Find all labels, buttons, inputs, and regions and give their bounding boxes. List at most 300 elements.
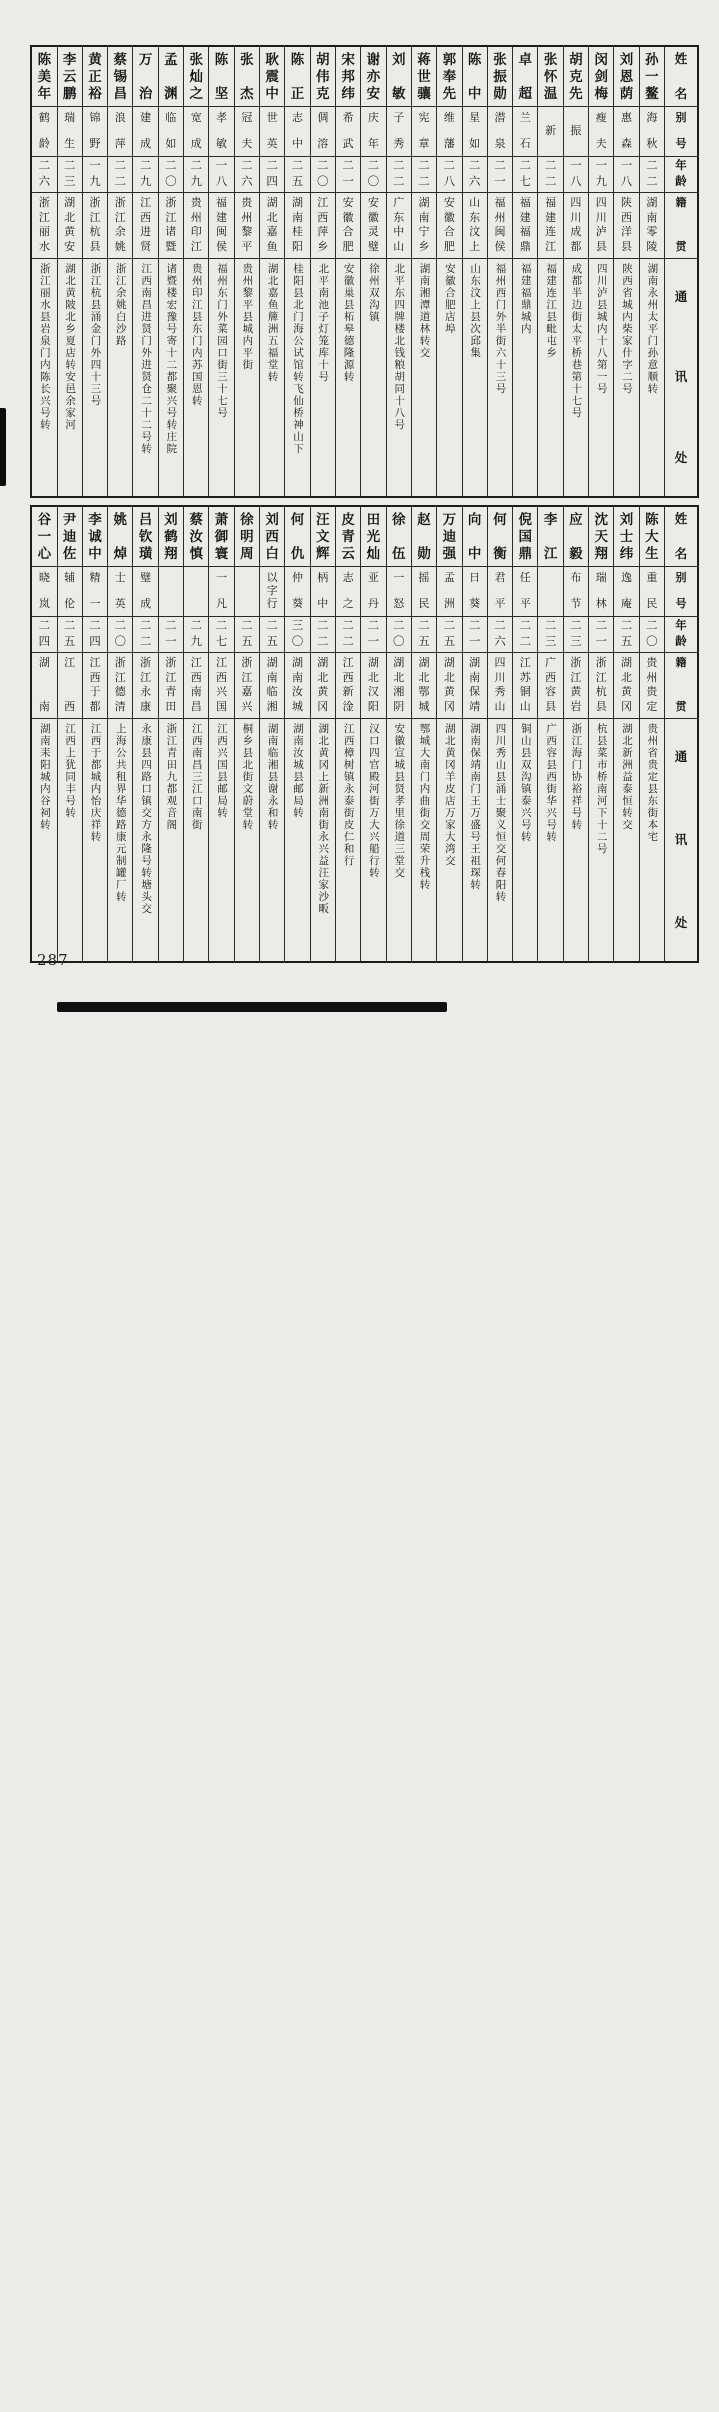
glyph: 秋 [646,138,658,150]
glyph: 灿 [189,68,203,84]
glyph: 鼎 [519,240,531,253]
person-age [437,617,461,653]
address-text: 湖南永州太平门孙意顺转 [646,263,658,395]
glyph: 州 [190,211,202,224]
glyph: 县 [545,700,557,713]
glyph: 贯 [675,241,687,253]
person-address [209,259,233,496]
person-address [640,719,664,961]
person-name [285,47,309,107]
person-column [208,47,233,496]
address-text: 湖北新洲益泰恒转交 [621,723,633,831]
glyph: 四 [494,657,506,669]
glyph: 五 [620,635,633,648]
person-column [234,47,259,496]
person-alias [614,567,638,617]
header-column [664,47,697,496]
person-alias [235,107,259,157]
person-address [412,719,436,961]
glyph: 平 [494,598,506,610]
address-text: 江西于都城内怡庆祥转 [89,723,101,843]
glyph: 六 [468,175,481,188]
person-alias [184,567,208,617]
glyph: 天 [594,528,608,544]
address-text: 福建福鼎城内 [519,263,531,335]
glyph: 何 [493,512,507,527]
glyph: 迪 [62,528,77,544]
glyph: 田 [165,700,177,713]
glyph: 福 [216,197,228,209]
address-text: 浙江青田九都观音阁 [165,723,177,831]
person-alias [58,567,82,617]
person-name [513,507,537,567]
glyph: 陈 [290,52,305,67]
glyph: 号 [675,598,687,610]
glyph: 治 [138,85,153,101]
person-native-place [108,653,132,719]
glyph: 黄 [621,686,633,699]
address-text: 湖南汝城县邮局转 [291,723,303,819]
address-text: 湖北嘉鱼簰洲五福堂转 [266,263,278,383]
glyph: 二 [342,620,354,632]
person-alias [589,107,613,157]
person-name [336,47,360,107]
glyph: 赵 [417,512,431,527]
person-alias [159,107,183,157]
glyph: 如 [469,138,481,150]
glyph: 葵 [291,598,303,610]
glyph: 县 [89,240,101,253]
person-alias [640,107,664,157]
glyph: 一 [367,635,380,648]
glyph: 别 [675,112,687,124]
person-native-place [463,653,487,719]
glyph: 星 [469,112,481,124]
glyph: 贵 [241,197,253,209]
glyph: 湖 [317,657,329,669]
person-column [132,507,157,961]
glyph: 三 [570,635,582,648]
glyph: 南 [266,671,278,684]
person-name [640,47,664,107]
glyph: 姚 [113,512,128,527]
person-address [463,719,487,961]
glyph: 西 [140,211,152,224]
glyph: 陕 [621,197,633,209]
person-address [260,259,284,496]
person-name [108,47,132,107]
person-address [133,719,157,961]
glyph: 田 [366,512,381,527]
glyph: 四 [595,197,607,209]
glyph: 龄 [38,138,50,150]
person-name [513,47,537,107]
person-age [235,617,259,653]
glyph: 四 [266,175,278,188]
glyph: 二 [418,620,430,632]
page-number: 287 [37,951,69,969]
glyph: 湖 [393,657,405,669]
scan-artifact-bottom-bar [57,1002,447,1012]
glyph: 奉 [442,68,457,84]
glyph: 〇 [114,635,127,648]
person-name [412,47,436,107]
glyph: 张 [493,52,507,67]
address-text: 湖南湘潭道林转交 [418,263,430,359]
person-column [639,47,664,496]
header-alias [665,107,697,157]
glyph: 云 [341,545,355,561]
person-column [360,47,385,496]
person-age [58,157,82,193]
glyph: 冈 [621,700,633,713]
person-name [260,507,284,567]
glyph: 武 [342,138,354,150]
glyph: 衡 [493,545,507,561]
person-alias [463,107,487,157]
person-alias [108,107,132,157]
glyph: 〇 [367,175,380,188]
glyph: 周 [240,545,254,561]
person-age [640,617,664,653]
glyph: 渊 [164,85,178,101]
glyph: 徽 [443,211,455,224]
person-native-place [83,193,107,259]
person-column [639,507,664,961]
glyph: 东 [393,211,405,224]
glyph: 西 [64,701,76,713]
glyph: 李 [88,512,102,527]
glyph: 震 [265,68,279,84]
address-text: 杭县菜市桥南河下十二号 [595,723,607,855]
glyph: 九 [595,175,607,188]
person-alias [538,107,562,157]
glyph: 四 [38,635,51,648]
person-alias [412,567,436,617]
glyph: 以 [266,572,278,584]
glyph: 国 [216,700,228,713]
glyph: 二 [544,175,557,188]
glyph: 汉 [367,686,379,699]
address-text: 安徽合肥店埠 [443,263,455,335]
glyph: 民 [418,598,430,610]
person-native-place [640,193,664,259]
glyph: 新 [342,686,354,699]
glyph: 夫 [241,138,253,150]
address-text: 福州东门外菜园口街三十七号 [216,263,228,419]
person-address [209,719,233,961]
glyph: 浙 [114,657,126,669]
person-name [311,507,335,567]
glyph: 二 [89,620,101,632]
glyph: 璧 [140,572,152,584]
glyph: 九 [190,175,202,188]
glyph: 二 [317,620,329,632]
person-age [336,617,360,653]
person-column [284,47,309,496]
glyph: 江 [545,240,557,253]
glyph: 谷 [37,512,52,527]
glyph: 二 [215,620,228,632]
glyph: 二 [190,620,202,632]
glyph: 胡 [316,52,330,67]
glyph: 亚 [367,572,379,584]
glyph: 正 [88,68,102,84]
glyph: 二 [190,160,202,172]
person-alias [58,107,82,157]
person-name [564,507,588,567]
glyph: 八 [570,175,582,188]
glyph: 城 [291,700,303,713]
person-age [83,617,107,653]
glyph: 先 [442,85,457,101]
glyph: 翔 [594,545,608,561]
person-name [260,47,284,107]
header-age [665,617,697,653]
glyph: 汶 [469,226,481,239]
glyph: 浙 [114,197,126,209]
person-age [564,157,588,193]
glyph: 刘 [619,52,634,67]
person-column [487,507,512,961]
glyph: 蒋 [417,52,431,67]
glyph: 年 [675,160,687,172]
glyph: 溶 [317,138,329,150]
person-native-place [32,193,56,259]
glyph: 一 [165,635,177,648]
glyph: 焯 [113,545,128,561]
glyph: 七 [519,175,532,188]
glyph: 冠 [241,112,253,124]
glyph: 辅 [64,572,76,584]
glyph: 五 [241,635,253,648]
glyph: 鱼 [266,240,278,253]
glyph: 一 [216,572,228,584]
glyph: 二 [418,175,430,188]
glyph: 宪 [418,112,430,124]
glyph: 南 [38,701,50,713]
glyph: 湘 [393,686,405,699]
address-text: 安徽宣城县贤孝里徐道三堂交 [393,723,405,879]
glyph: 李 [62,52,77,67]
person-alias [32,567,56,617]
glyph: 安 [443,197,455,209]
person-address [260,719,284,961]
glyph: 向 [467,512,482,527]
glyph: 灿 [366,545,381,561]
glyph: 湘 [266,700,278,713]
glyph: 平 [519,598,531,610]
glyph: 江 [89,211,101,224]
person-native-place [184,653,208,719]
glyph: 荫 [619,85,634,101]
glyph: 萍 [317,226,329,239]
glyph: 海 [646,112,658,124]
glyph: 大 [645,528,659,544]
glyph: 纬 [619,545,634,561]
glyph: 西 [216,671,228,684]
glyph: 勋 [493,85,507,101]
address-text: 江西南昌进贤门外进贤仓二十二号转 [140,263,152,455]
address-text: 徐州双沟镇 [367,263,379,323]
glyph: 昌 [113,85,128,101]
glyph: 阳 [367,700,379,713]
glyph: 成 [190,138,202,150]
glyph: 江 [38,211,50,224]
glyph: 维 [443,112,455,124]
glyph: 锦 [89,112,101,124]
person-alias [32,107,56,157]
person-alias [437,107,461,157]
glyph: 南 [190,686,202,699]
person-column [158,47,183,496]
glyph: 靖 [469,700,481,713]
person-alias [437,567,461,617]
glyph: 侯 [494,240,506,253]
glyph: 志 [342,572,354,584]
person-native-place [58,653,82,719]
person-native-place [463,193,487,259]
glyph: 慎 [189,545,203,561]
glyph: 诚 [88,528,102,544]
person-native-place [538,193,562,259]
glyph: 二 [519,160,532,172]
person-native-place [538,653,562,719]
glyph: 敏 [391,85,406,101]
person-column [386,507,411,961]
person-name [564,47,588,107]
glyph: 八 [443,175,456,188]
person-age [285,617,309,653]
person-native-place [513,653,537,719]
glyph: 布 [570,572,582,584]
glyph: 南 [646,211,658,224]
glyph: 江 [140,197,152,209]
glyph: 南 [291,671,303,684]
glyph: 中 [393,226,405,239]
glyph: 二 [38,160,51,172]
person-name [589,47,613,107]
glyph: 杭 [89,226,101,239]
glyph: 二 [114,160,127,172]
glyph: 黄 [443,686,455,699]
person-address [108,259,132,496]
person-alias [83,567,107,617]
person-name [235,507,259,567]
person-native-place [513,193,537,259]
glyph: 浙 [89,197,101,209]
glyph: 北 [443,671,455,684]
person-native-place [133,653,157,719]
address-text: 汉口四官殿河街万大兴船行转 [367,723,379,879]
glyph: 孟 [164,52,178,67]
person-name [640,507,664,567]
person-address [513,719,537,961]
glyph: 康 [140,700,152,713]
glyph: 二 [139,620,152,632]
glyph: 淦 [342,700,354,713]
glyph: 建 [216,211,228,224]
glyph: 建 [545,211,557,224]
glyph: 湖 [38,657,50,669]
person-age [235,157,259,193]
person-alias [209,567,233,617]
person-native-place [32,653,56,719]
glyph: 浙 [241,657,253,669]
glyph: 江 [543,545,558,561]
person-age [311,157,335,193]
person-address [437,259,461,496]
scan-artifact-left-edge [0,408,6,486]
glyph: 白 [265,545,279,561]
glyph: 梅 [594,85,608,101]
address-text: 永康县四路口镇交方永隆号转塘头交 [140,723,152,915]
person-column [386,47,411,496]
glyph: 福 [494,197,506,209]
person-alias [311,567,335,617]
person-native-place [437,653,461,719]
person-name [184,47,208,107]
person-alias [463,567,487,617]
person-native-place [336,653,360,719]
glyph: 葵 [469,598,481,610]
address-text: 江西南昌三江口南街 [190,723,202,831]
glyph: 毅 [569,545,583,561]
glyph: 湖 [469,657,481,669]
person-native-place [589,653,613,719]
header-alias [665,567,697,617]
glyph: 凡 [216,598,228,610]
glyph: 川 [494,671,506,684]
glyph: 万 [442,512,457,527]
glyph: 湖 [367,657,379,669]
glyph: 贵 [646,657,658,669]
glyph: 士 [114,572,126,584]
glyph: 汪 [316,512,330,527]
person-age [538,157,562,193]
glyph: 一 [595,160,607,172]
person-age [463,157,487,193]
person-name [133,47,157,107]
glyph: 伍 [391,545,406,561]
person-column [259,507,284,961]
address-text: 湖北黄陂北乡夏店转安邑余家河 [64,263,76,431]
address-text: 四川泸县城内十八第一号 [595,263,607,395]
glyph: 林 [595,598,607,610]
person-alias [361,107,385,157]
glyph: 诸 [165,226,177,239]
glyph: 二 [38,620,51,632]
person-column [32,507,56,961]
person-name [184,507,208,567]
address-text: 铜山县双沟镇泰兴号转 [519,723,531,843]
person-column [107,507,132,961]
glyph: 生 [645,545,659,561]
person-address [437,719,461,961]
person-alias [311,107,335,157]
glyph: 二 [63,620,76,632]
person-alias [83,107,107,157]
glyph: 子 [393,112,405,124]
glyph: 鹤 [38,112,50,124]
glyph: 丽 [38,226,50,239]
person-age [513,617,537,653]
person-native-place [412,193,436,259]
glyph: 兴 [216,686,228,699]
person-age [184,617,208,653]
person-column [613,47,638,496]
person-name [361,47,385,107]
